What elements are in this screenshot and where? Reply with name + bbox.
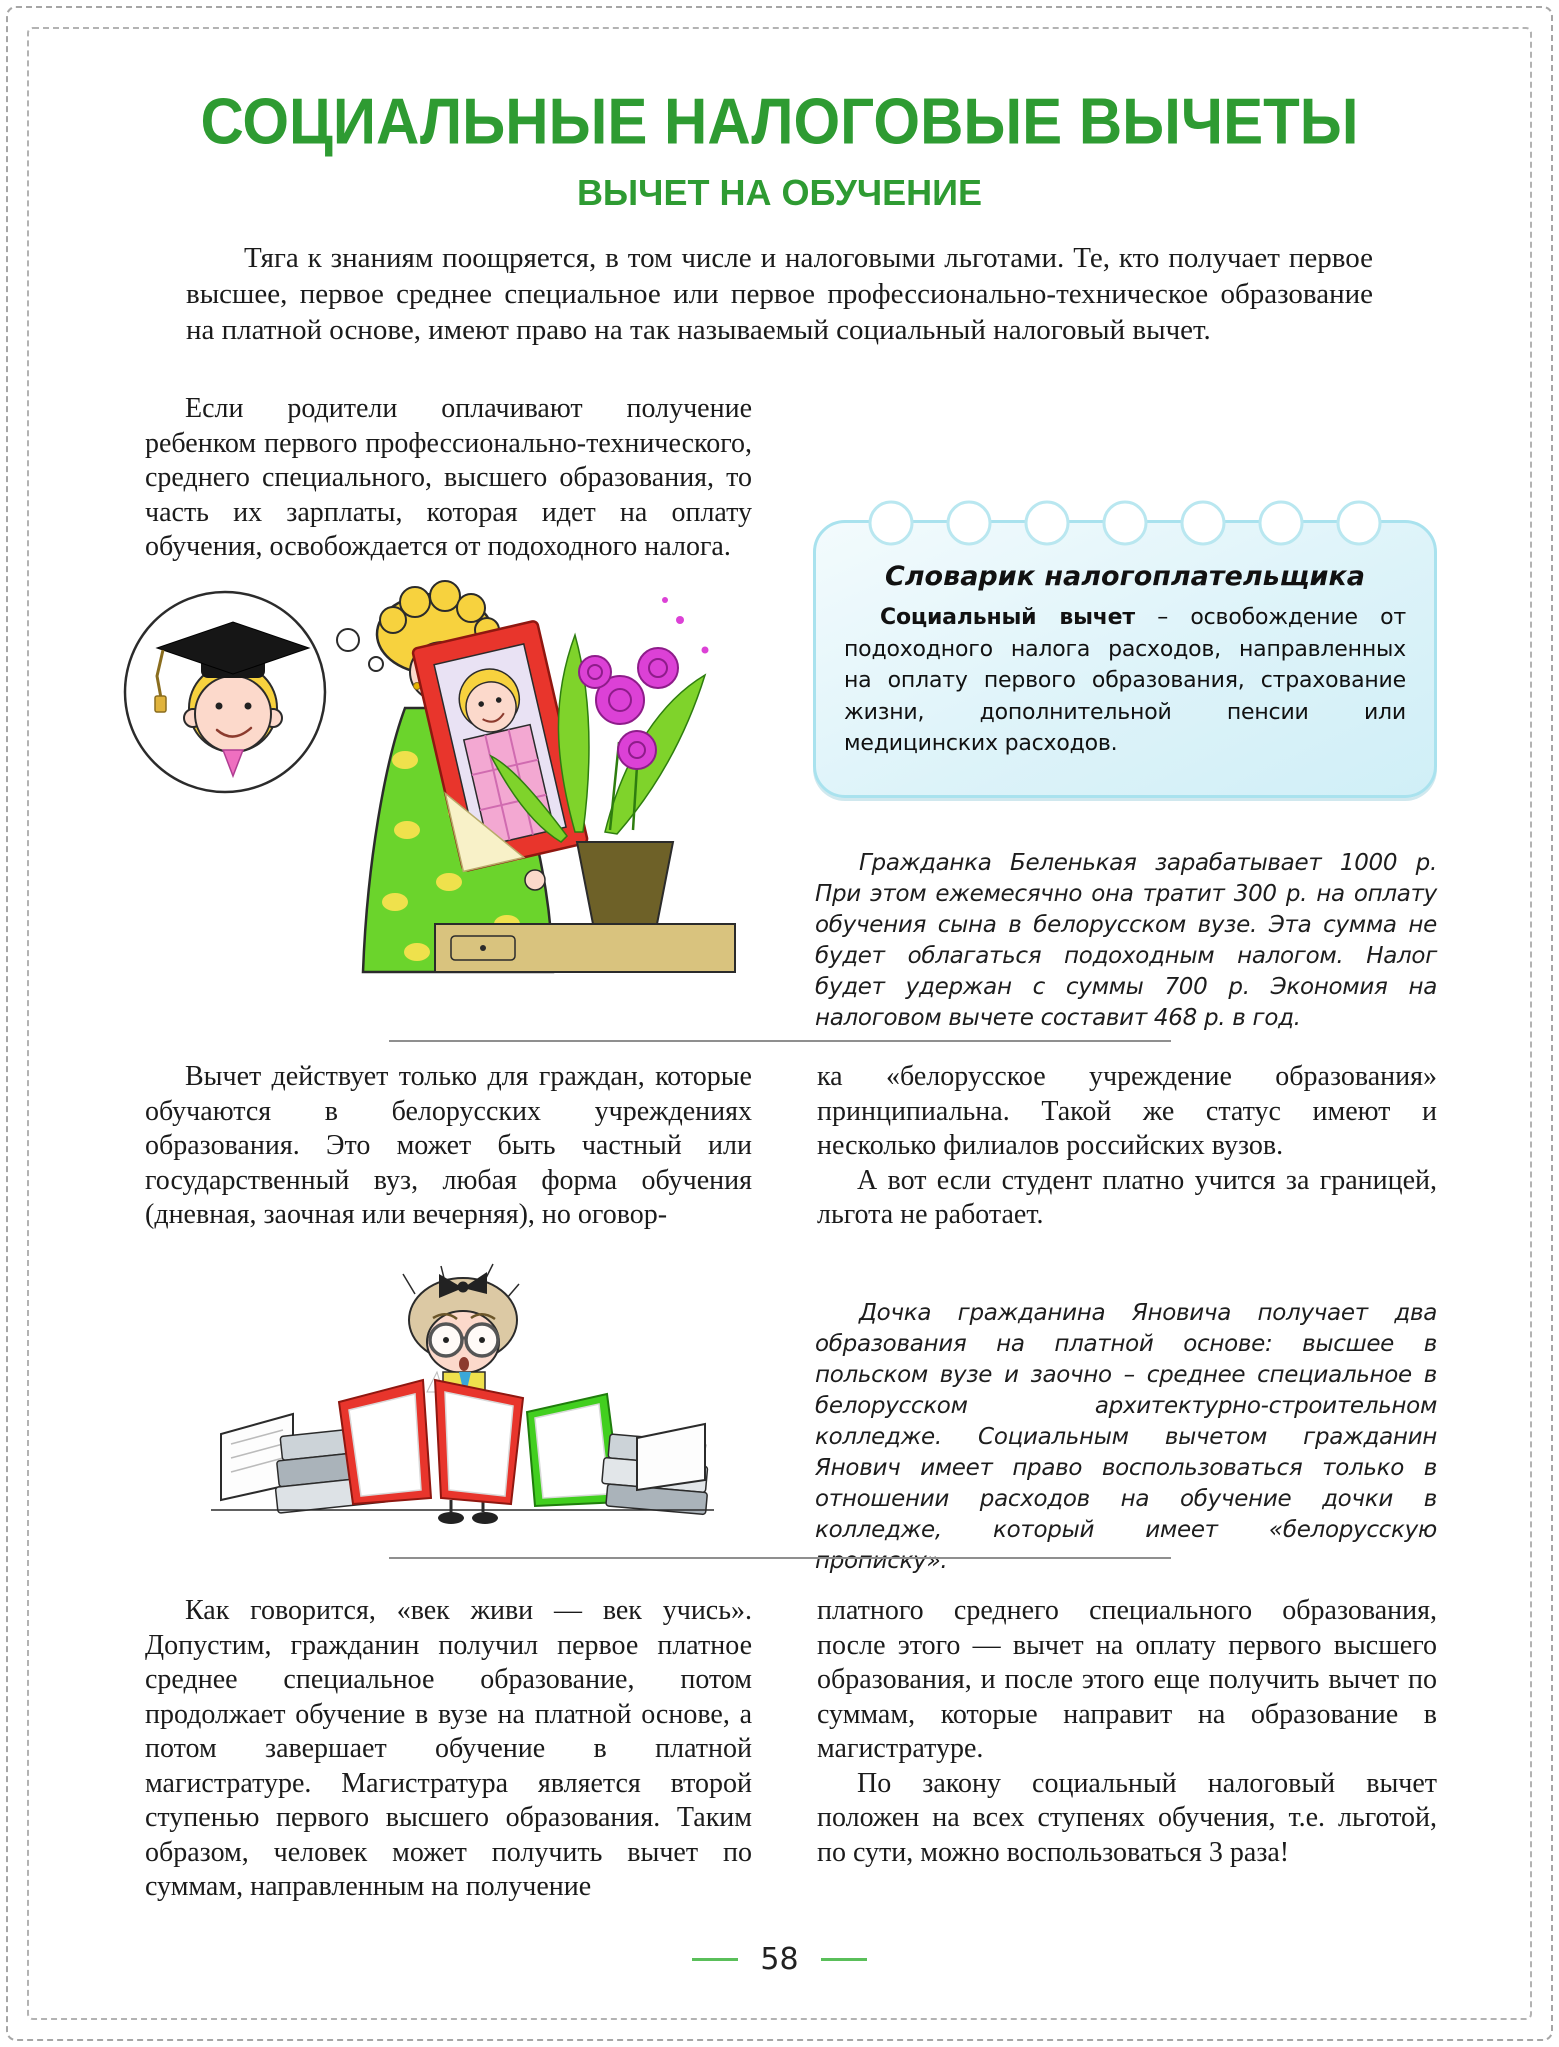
dictionary-term: Социальный вычет bbox=[880, 605, 1135, 630]
flower-blooms bbox=[579, 597, 709, 769]
page-footer bbox=[0, 1942, 1559, 1977]
belarus-left-column: Вычет действует только для граждан, которые обучаются в белорусских учреждениях образования. Это может быть частный или государственный вуз, любая форма обучения (дневная, заочная или вечерняя), но оговор- bbox=[145, 1061, 752, 1230]
section-divider bbox=[389, 1040, 1171, 1042]
scallop-row-icon bbox=[865, 500, 1385, 546]
steps-right-p1: платного среднего специального образования, после этого — вычет на оплату первого высшего образования, и после этого еще получить вычет по суммам, которые направит на образование в магистратуре. bbox=[817, 1595, 1437, 1764]
steps-left-column: Как говорится, «век живи — век учись». Допустим, гражданин получил первое платное среднее специальное образование, потом продолжает обучение в вузе на платной основе, а потом завершает обучение в платной магистратуре. Магистратура является второй ступенью первого высшего образования. Таким образом, человек может получить вычет по суммам, направленным на получение bbox=[145, 1595, 752, 1902]
dictionary-box bbox=[813, 520, 1437, 798]
steps-right-p2: По закону социальный налоговый вычет положен на всех ступенях обучения, т.е. льготой, по сути, можно воспользоваться 3 раза! bbox=[817, 1767, 1437, 1868]
footer-dash-left bbox=[692, 1958, 738, 1961]
example-belenkaya: Гражданка Беленькая зарабатывает 1000 р. При этом ежемесячно она тратит 300 р. на оплату обучения сына в белорусском вузе. Эта сумма не будет облагаться подоходным налогом. Налог будет удержан с суммы 700 р. Экономия на налоговом вычете составит 468 р. в год. bbox=[815, 850, 1437, 1031]
page-title: СОЦИАЛЬНЫЕ НАЛОГОВЫЕ ВЫЧЕТЫ bbox=[200, 85, 1359, 158]
mother-portrait-illustration bbox=[105, 580, 750, 1015]
parents-paragraph: Если родители оплачивают получение ребенком первого профессионально-технического, среднего специального, высшего образования, то часть их зарплаты, которая идет на оплату обучения, освобождается от подоходного налога. bbox=[145, 393, 752, 562]
page-number: 58 bbox=[760, 1942, 799, 1977]
belarus-right-column bbox=[817, 1060, 1437, 1233]
girl-books-illustration bbox=[205, 1262, 720, 1534]
footer-dash-right bbox=[821, 1958, 867, 1961]
belarus-right-p2: А вот если студент платно учится за границей, льгота не работает. bbox=[817, 1164, 1437, 1230]
dictionary-definition-paragraph bbox=[844, 602, 1406, 760]
intro-paragraph: Тяга к знаниям поощряется, в том числе и налоговыми льготами. Те, кто получает первое высшее, первое среднее специальное или первое профессионально-техническое образование на платной основе, имеют право на так называемый социальный налоговый вычет. bbox=[186, 242, 1373, 346]
belarus-right-p1: ка «белорусское учреждение образования» принципиальна. Такой же статус имеют и несколько филиалов российских вузов. bbox=[817, 1061, 1437, 1161]
flower-pot bbox=[577, 842, 673, 924]
section-divider bbox=[389, 1557, 1171, 1559]
dictionary-definition: – освобождение от подоходного налога расходов, направленных на оплату первого образования, страхование жизни, дополнительной пенсии или медицинских расходов. bbox=[844, 605, 1406, 756]
steps-right-column bbox=[817, 1594, 1437, 1870]
page-subtitle: ВЫЧЕТ НА ОБУЧЕНИЕ bbox=[576, 172, 983, 213]
dictionary-title: Словарик налогоплательщика bbox=[884, 561, 1366, 592]
book-pile bbox=[221, 1372, 712, 1515]
example-yanovich: Дочка гражданина Яновича получает два образования на платной основе: высшее в польском вузе и заочно – среднее специальное в белорусском архитектурно-строительном колледже. Социальным вычетом гражданин Янович имеет право воспользоваться только в отношении расходов на обучение дочки в колледже, который имеет «белорусскую прописку». bbox=[815, 1300, 1437, 1574]
